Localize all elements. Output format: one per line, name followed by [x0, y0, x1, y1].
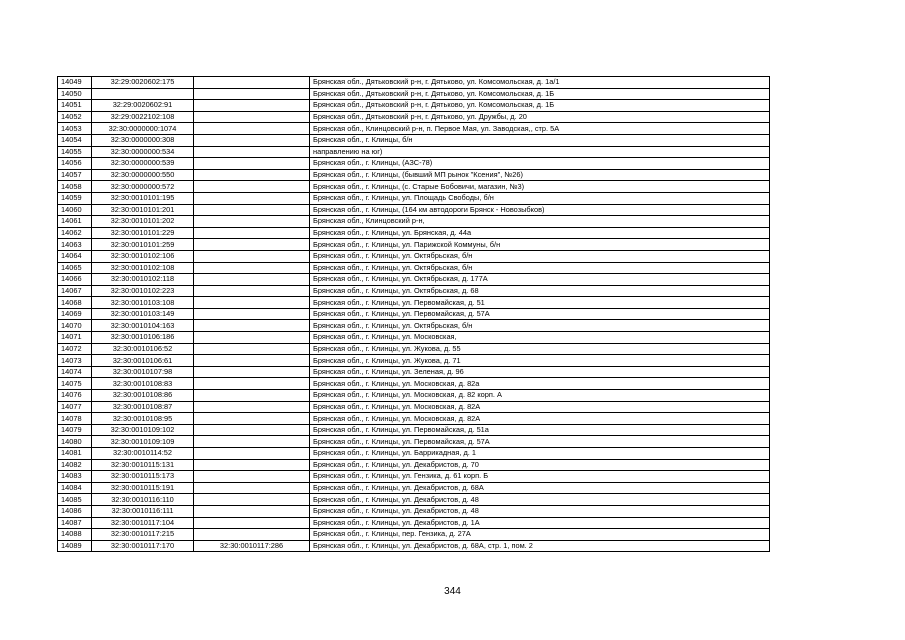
page-number: 344 — [444, 586, 461, 597]
row-number-cell: 14081 — [58, 448, 92, 460]
address-cell: Брянская обл., г. Клинцы, ул. Октябрьская, д. 68 — [310, 285, 770, 297]
cadastral-number-cell: 32:30:0010103:149 — [92, 308, 194, 320]
cadastral-number-cell: 32:30:0010103:108 — [92, 297, 194, 309]
table-row — [58, 529, 770, 541]
register-sheet — [57, 76, 769, 552]
related-cadastral-number-cell — [194, 471, 310, 483]
table-row — [58, 320, 770, 332]
address-cell: Брянская обл., г. Клинцы, ул. Жукова, д. 55 — [310, 343, 770, 355]
address-cell: Брянская обл., г. Клинцы, ул. Московская, д. 82А — [310, 401, 770, 413]
cadastral-number-cell: 32:30:0010102:118 — [92, 274, 194, 286]
related-cadastral-number-cell — [194, 250, 310, 262]
table-row — [58, 100, 770, 112]
address-cell: Брянская обл., г. Клинцы, ул. Декабристов, д. 68А — [310, 482, 770, 494]
table-row — [58, 413, 770, 425]
related-cadastral-number-cell — [194, 343, 310, 355]
address-cell: Брянская обл., г. Клинцы, (164 км автодороги Брянск - Новозыбков) — [310, 204, 770, 216]
related-cadastral-number-cell — [194, 216, 310, 228]
cadastral-number-cell: 32:30:0010108:95 — [92, 413, 194, 425]
address-cell: Брянская обл., г. Клинцы, ул. Московская, д. 82А — [310, 413, 770, 425]
table-row — [58, 355, 770, 367]
related-cadastral-number-cell — [194, 505, 310, 517]
table-row — [58, 169, 770, 181]
related-cadastral-number-cell — [194, 332, 310, 344]
cadastral-number-cell: 32:30:0010108:87 — [92, 401, 194, 413]
table-row — [58, 366, 770, 378]
row-number-cell: 14063 — [58, 239, 92, 251]
table-row — [58, 111, 770, 123]
table-row — [58, 505, 770, 517]
table-row — [58, 436, 770, 448]
row-number-cell: 14072 — [58, 343, 92, 355]
row-number-cell: 14074 — [58, 366, 92, 378]
register-table — [57, 76, 770, 552]
cadastral-number-cell: 32:30:0010101:201 — [92, 204, 194, 216]
related-cadastral-number-cell — [194, 355, 310, 367]
address-cell: Брянская обл., г. Клинцы, ул. Октябрьская, б/н — [310, 250, 770, 262]
row-number-cell: 14064 — [58, 250, 92, 262]
address-cell: Брянская обл., Дятьковский р-н, г. Дятьково, ул. Комсомольская, д. 1а/1 — [310, 77, 770, 89]
row-number-cell: 14083 — [58, 471, 92, 483]
address-cell: Брянская обл., г. Клинцы, ул. Первомайская, д. 57А — [310, 436, 770, 448]
address-cell: Брянская обл., г. Клинцы, ул. Площадь Свободы, б/н — [310, 192, 770, 204]
related-cadastral-number-cell — [194, 297, 310, 309]
row-number-cell: 14087 — [58, 517, 92, 529]
row-number-cell: 14082 — [58, 459, 92, 471]
cadastral-number-cell: 32:29:0020602:91 — [92, 100, 194, 112]
table-row — [58, 250, 770, 262]
row-number-cell: 14067 — [58, 285, 92, 297]
table-row — [58, 158, 770, 170]
table-row — [58, 146, 770, 158]
related-cadastral-number-cell — [194, 494, 310, 506]
related-cadastral-number-cell — [194, 424, 310, 436]
row-number-cell: 14066 — [58, 274, 92, 286]
related-cadastral-number-cell — [194, 366, 310, 378]
row-number-cell: 14053 — [58, 123, 92, 135]
row-number-cell: 14065 — [58, 262, 92, 274]
address-cell: Брянская обл., г. Клинцы, ул. Брянская, д. 44а — [310, 227, 770, 239]
table-row — [58, 123, 770, 135]
row-number-cell: 14057 — [58, 169, 92, 181]
row-number-cell: 14085 — [58, 494, 92, 506]
address-cell: Брянская обл., г. Клинцы, ул. Октябрьская, б/н — [310, 262, 770, 274]
table-row — [58, 471, 770, 483]
table-row — [58, 459, 770, 471]
related-cadastral-number-cell — [194, 436, 310, 448]
table-row — [58, 77, 770, 89]
table-row — [58, 181, 770, 193]
table-row — [58, 494, 770, 506]
row-number-cell: 14050 — [58, 88, 92, 100]
cadastral-number-cell: 32:30:0010106:52 — [92, 343, 194, 355]
cadastral-number-cell: 32:30:0010101:229 — [92, 227, 194, 239]
table-row — [58, 216, 770, 228]
related-cadastral-number-cell — [194, 134, 310, 146]
table-row — [58, 390, 770, 402]
row-number-cell: 14078 — [58, 413, 92, 425]
address-cell: Брянская обл., г. Клинцы, ул. Декабристов, д. 48 — [310, 505, 770, 517]
table-row — [58, 297, 770, 309]
address-cell: Брянская обл., г. Клинцы, (АЗС-78) — [310, 158, 770, 170]
related-cadastral-number-cell — [194, 448, 310, 460]
table-row — [58, 262, 770, 274]
address-cell: Брянская обл., г. Клинцы, ул. Октябрьская, б/н — [310, 320, 770, 332]
address-cell: Брянская обл., г. Клинцы, ул. Декабристов, д. 68А, стр. 1, пом. 2 — [310, 540, 770, 552]
address-cell: Брянская обл., г. Клинцы, ул. Декабристов, д. 48 — [310, 494, 770, 506]
row-number-cell: 14061 — [58, 216, 92, 228]
row-number-cell: 14088 — [58, 529, 92, 541]
address-cell: Брянская обл., г. Клинцы, ул. Московская, д. 82а — [310, 378, 770, 390]
related-cadastral-number-cell — [194, 192, 310, 204]
related-cadastral-number-cell — [194, 390, 310, 402]
related-cadastral-number-cell — [194, 239, 310, 251]
related-cadastral-number-cell — [194, 320, 310, 332]
related-cadastral-number-cell — [194, 262, 310, 274]
cadastral-number-cell: 32:30:0010104:163 — [92, 320, 194, 332]
related-cadastral-number-cell — [194, 123, 310, 135]
address-cell: направлению на юг) — [310, 146, 770, 158]
related-cadastral-number-cell — [194, 401, 310, 413]
address-cell: Брянская обл., г. Клинцы, ул. Зеленая, д. 96 — [310, 366, 770, 378]
cadastral-number-cell: 32:30:0010106:61 — [92, 355, 194, 367]
related-cadastral-number-cell — [194, 169, 310, 181]
row-number-cell: 14068 — [58, 297, 92, 309]
related-cadastral-number-cell — [194, 227, 310, 239]
address-cell: Брянская обл., г. Клинцы, ул. Баррикадная, д. 1 — [310, 448, 770, 460]
table-row — [58, 227, 770, 239]
cadastral-number-cell: 32:30:0010107:98 — [92, 366, 194, 378]
row-number-cell: 14089 — [58, 540, 92, 552]
related-cadastral-number-cell — [194, 204, 310, 216]
cadastral-number-cell: 32:30:0010106:186 — [92, 332, 194, 344]
cadastral-number-cell: 32:30:0010117:215 — [92, 529, 194, 541]
related-cadastral-number-cell — [194, 517, 310, 529]
cadastral-number-cell: 32:30:0010116:110 — [92, 494, 194, 506]
related-cadastral-number-cell — [194, 285, 310, 297]
table-row — [58, 540, 770, 552]
cadastral-number-cell: 32:30:0010109:102 — [92, 424, 194, 436]
related-cadastral-number-cell — [194, 459, 310, 471]
row-number-cell: 14084 — [58, 482, 92, 494]
cadastral-number-cell: 32:30:0000000:1074 — [92, 123, 194, 135]
row-number-cell: 14079 — [58, 424, 92, 436]
address-cell: Брянская обл., г. Клинцы, ул. Гензика, д. 61 корп. Б — [310, 471, 770, 483]
address-cell: Брянская обл., г. Клинцы, б/н — [310, 134, 770, 146]
row-number-cell: 14070 — [58, 320, 92, 332]
address-cell: Брянская обл., г. Клинцы, ул. Жукова, д. 71 — [310, 355, 770, 367]
related-cadastral-number-cell — [194, 308, 310, 320]
table-row — [58, 482, 770, 494]
related-cadastral-number-cell — [194, 529, 310, 541]
cadastral-number-cell: 32:30:0010117:170 — [92, 540, 194, 552]
cadastral-number-cell: 32:30:0010102:108 — [92, 262, 194, 274]
row-number-cell: 14075 — [58, 378, 92, 390]
related-cadastral-number-cell: 32:30:0010117:286 — [194, 540, 310, 552]
row-number-cell: 14054 — [58, 134, 92, 146]
related-cadastral-number-cell — [194, 158, 310, 170]
cadastral-number-cell: 32:30:0000000:308 — [92, 134, 194, 146]
table-row — [58, 378, 770, 390]
address-cell: Брянская обл., г. Клинцы, ул. Первомайская, д. 51а — [310, 424, 770, 436]
row-number-cell: 14062 — [58, 227, 92, 239]
table-row — [58, 134, 770, 146]
related-cadastral-number-cell — [194, 111, 310, 123]
address-cell: Брянская обл., Клинцовский р-н, — [310, 216, 770, 228]
address-cell: Брянская обл., г. Клинцы, пер. Гензика, д. 27А — [310, 529, 770, 541]
row-number-cell: 14058 — [58, 181, 92, 193]
row-number-cell: 14076 — [58, 390, 92, 402]
row-number-cell: 14056 — [58, 158, 92, 170]
related-cadastral-number-cell — [194, 274, 310, 286]
address-cell: Брянская обл., г. Клинцы, (бывший МП рынок "Ксения", №26) — [310, 169, 770, 181]
related-cadastral-number-cell — [194, 77, 310, 89]
table-row — [58, 343, 770, 355]
row-number-cell: 14051 — [58, 100, 92, 112]
related-cadastral-number-cell — [194, 413, 310, 425]
row-number-cell: 14080 — [58, 436, 92, 448]
address-cell: Брянская обл., Дятьковский р-н, г. Дятьково, ул. Дружбы, д. 20 — [310, 111, 770, 123]
address-cell: Брянская обл., г. Клинцы, ул. Парижской Коммуны, б/н — [310, 239, 770, 251]
table-row — [58, 274, 770, 286]
cadastral-number-cell: 32:30:0010108:86 — [92, 390, 194, 402]
cadastral-number-cell: 32:30:0000000:534 — [92, 146, 194, 158]
related-cadastral-number-cell — [194, 88, 310, 100]
cadastral-number-cell: 32:30:0010114:52 — [92, 448, 194, 460]
table-row — [58, 448, 770, 460]
row-number-cell: 14055 — [58, 146, 92, 158]
row-number-cell: 14069 — [58, 308, 92, 320]
cadastral-number-cell: 32:30:0010115:173 — [92, 471, 194, 483]
table-row — [58, 517, 770, 529]
cadastral-number-cell: 32:30:0010108:83 — [92, 378, 194, 390]
address-cell: Брянская обл., г. Клинцы, ул. Декабристов, д. 70 — [310, 459, 770, 471]
cadastral-number-cell: 32:30:0000000:572 — [92, 181, 194, 193]
cadastral-number-cell: 32:30:0000000:539 — [92, 158, 194, 170]
table-row — [58, 285, 770, 297]
related-cadastral-number-cell — [194, 100, 310, 112]
row-number-cell: 14059 — [58, 192, 92, 204]
address-cell: Брянская обл., г. Клинцы, ул. Октябрьская, д. 177А — [310, 274, 770, 286]
register-table-body — [58, 77, 770, 552]
table-row — [58, 401, 770, 413]
cadastral-number-cell: 32:30:0010101:195 — [92, 192, 194, 204]
cadastral-number-cell: 32:30:0010117:104 — [92, 517, 194, 529]
table-row — [58, 239, 770, 251]
table-row — [58, 424, 770, 436]
address-cell: Брянская обл., Дятьковский р-н, г. Дятьково, ул. Комсомольская, д. 1Б — [310, 100, 770, 112]
cadastral-number-cell: 32:30:0010109:109 — [92, 436, 194, 448]
cadastral-number-cell: 32:30:0010116:111 — [92, 505, 194, 517]
row-number-cell: 14073 — [58, 355, 92, 367]
table-row — [58, 204, 770, 216]
cadastral-number-cell: 32:30:0000000:550 — [92, 169, 194, 181]
address-cell: Брянская обл., г. Клинцы, ул. Московская, — [310, 332, 770, 344]
row-number-cell: 14052 — [58, 111, 92, 123]
related-cadastral-number-cell — [194, 181, 310, 193]
row-number-cell: 14049 — [58, 77, 92, 89]
address-cell: Брянская обл., Дятьковский р-н, г. Дятьково, ул. Комсомольская, д. 1Б — [310, 88, 770, 100]
cadastral-number-cell: 32:30:0010101:259 — [92, 239, 194, 251]
row-number-cell: 14060 — [58, 204, 92, 216]
address-cell: Брянская обл., г. Клинцы, ул. Первомайская, д. 57А — [310, 308, 770, 320]
related-cadastral-number-cell — [194, 378, 310, 390]
address-cell: Брянская обл., г. Клинцы, ул. Московская, д. 82 корп. А — [310, 390, 770, 402]
cadastral-number-cell: 32:30:0010102:223 — [92, 285, 194, 297]
cadastral-number-cell: 32:30:0010115:191 — [92, 482, 194, 494]
row-number-cell: 14086 — [58, 505, 92, 517]
cadastral-number-cell: 32:29:0022102:108 — [92, 111, 194, 123]
address-cell: Брянская обл., г. Клинцы, (с. Старые Бобовичи, магазин, №3) — [310, 181, 770, 193]
table-row — [58, 308, 770, 320]
row-number-cell: 14077 — [58, 401, 92, 413]
row-number-cell: 14071 — [58, 332, 92, 344]
address-cell: Брянская обл., Клинцовский р-н, п. Первое Мая, ул. Заводская,, стр. 5А — [310, 123, 770, 135]
cadastral-number-cell: 32:30:0010102:106 — [92, 250, 194, 262]
related-cadastral-number-cell — [194, 146, 310, 158]
cadastral-number-cell — [92, 88, 194, 100]
cadastral-number-cell: 32:30:0010101:202 — [92, 216, 194, 228]
cadastral-number-cell: 32:30:0010115:131 — [92, 459, 194, 471]
address-cell: Брянская обл., г. Клинцы, ул. Первомайская, д. 51 — [310, 297, 770, 309]
related-cadastral-number-cell — [194, 482, 310, 494]
table-row — [58, 192, 770, 204]
table-row — [58, 88, 770, 100]
address-cell: Брянская обл., г. Клинцы, ул. Декабристов, д. 1А — [310, 517, 770, 529]
cadastral-number-cell: 32:29:0020602:175 — [92, 77, 194, 89]
table-row — [58, 332, 770, 344]
